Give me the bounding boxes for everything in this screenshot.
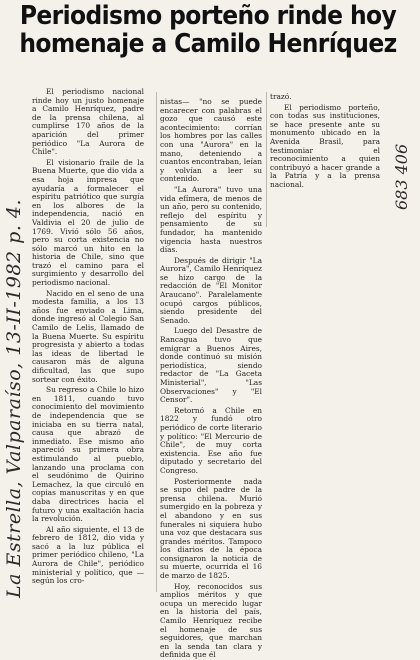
paragraph: Hoy, reconocidos sus amplios méritos y que ocupa un merecido lugar en la historia del país, Camilo Henríquez recibe el homenaje de sus seguidores, que marchan en la senda tan clara y definida que él [160,581,262,660]
headline-line-1: Periodismo porteño rinde hoy [19,1,397,31]
paragraph: Su regreso a Chile lo hizo en 1811, cuando tuvo conocimiento del movimiento de independencia que se iniciaba en su tierra natal, causa que abrazó de inmediato. Ese mismo año apareció su primera obra estimulando al pueblo, lanzando una proclama con el seudónimo de Quirino Lemachez, la que circuló en copias manuscritas y en que daba directrices hacia el futuro y una exaltación hacia la revolución. [32,385,144,524]
headline-line-2: homenaje a Camilo Henríquez [19,29,397,59]
paragraph: Nacido en el seno de una modesta familia, a los 13 años fue enviado a Lima, donde ingresó al Colegio San Camilo de Lelis, llamado de la Buena Muerte. Su espíritu progresista y abierto a todas las ideas de libertad le causaron más de alguna dificultad, las que supo sortear con éxito. [32,288,144,384]
handwritten-source-note: La Estrella, Valparaíso, 13-II-1982 p. 4. [3,198,25,598]
paragraph: Retornó a Chile en 1822 y fundó otro periódico de corte literario y político: "El Mercurio de Chile", de muy corta existencia. Ese año fue diputado y secretario del Congreso. [160,405,262,475]
paragraph: El periodismo nacional rinde hoy un justo homenaje a Camilo Henríquez, padre de la prensa chilena, al cumplirse 170 años de la aparición del primer periódico "La Aurora de Chile". [32,87,144,157]
column-divider [266,92,267,227]
paragraph: Posteriormente nada se supo del padre de la prensa chilena. Murió sumergido en la pobreza y el abandono y en sus funerales ni siquiera hubo una voz que destacara sus grandes méritos. Tampoco los diarios de la época consignaron la noticia de su muerte, ocurrida el 16 de marzo de 1825. [160,476,262,581]
article-column-3 [270,93,380,223]
paragraph: Después de dirigir "La Aurora", Camilo Henríquez se hizo cargo de la redacción de "El Monitor Araucano". Paralelamente ocupó cargos públicos, siendo presidente del Senado. [160,255,262,325]
paragraph: Al año siguiente, el 13 de febrero de 1812, dio vida y sacó a la luz pública el primer periódico chileno, "La Aurora de Chile", periódico ministerial y político, que —según los cro- [32,524,144,586]
column-divider [156,92,157,592]
paragraph: El periodismo porteño, con todas sus instituciones, se hace presente ante su monumento ubicado en la Avenida Brasil, para testimoniar el reconocimiento a quien contribuyó a hacer grande a la Patria y a la prensa nacional. [270,102,380,189]
paragraph: nistas— "no se puede encarecer con palabras el gozo que causó este acontecimiento: corrían los hombres por las calles con una "Aurora" en la mano, deteniendo a cuantos encontraban, leían y volvían a leer su contenido. [160,97,262,184]
paragraph: "La Aurora" tuvo una vida efímera, de menos de un año, pero su contenido, reflejo del espíritu y pensamiento de su fundador, ha mantenido vigencia hasta nuestros días. [160,184,262,255]
handwritten-catalog-number: 683 406 [392,143,411,210]
article-column-2 [160,97,262,660]
paragraph: trazó. [270,92,292,101]
headline [12,2,404,58]
paragraph: Luego del Desastre de Rancagua tuvo que emigrar a Buenos Aires, donde continuó su misión periodística, siendo redactor de "La Gaceta Ministerial", "Las Observaciones" y "El Censor". [160,326,262,405]
article-column-1 [32,88,144,593]
paragraph: El visionario fraile de la Buena Muerte, que dio vida a esa hoja impresa que ayudaría a formalecer el espíritu patriótico que surgía en los albores de la independencia, nació en Valdivia el 20 de julio de 1769. Vivió sólo 56 años, pero su corta existencia no sólo marcó un hito en la historia de Chile, sino que trazó el camino para el surgimiento y desarrollo del periodismo nacional. [32,157,144,288]
